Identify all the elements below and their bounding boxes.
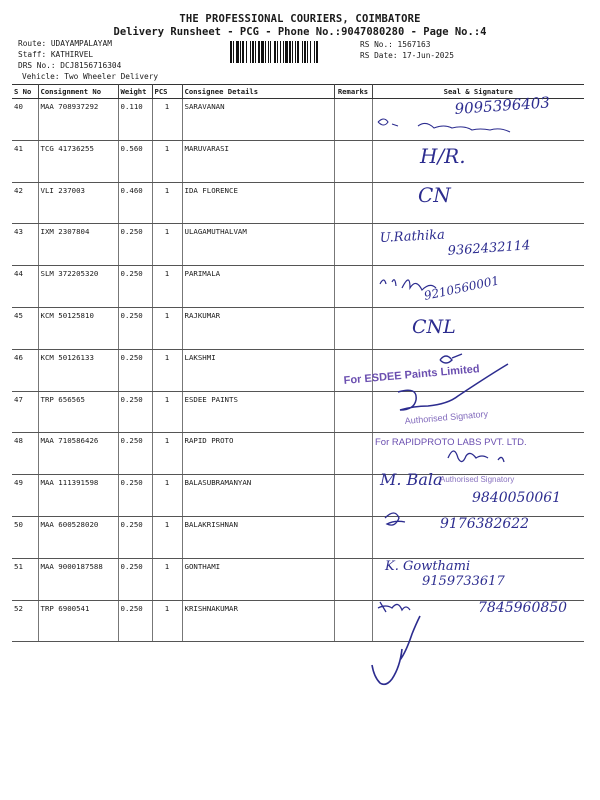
- cell-consignee: LAKSHMI: [182, 349, 334, 391]
- cell-pcs: 1: [152, 475, 182, 517]
- cell-weight: 0.250: [118, 558, 152, 600]
- barcode-bar: [265, 41, 266, 63]
- table-row: [12, 140, 584, 182]
- barcode-bar: [304, 41, 306, 63]
- cell-remarks: [334, 516, 372, 558]
- cell-consignment-no: IXM 2307804: [38, 224, 118, 266]
- cell-sno: 42: [12, 182, 38, 224]
- barcode-bar: [252, 41, 254, 63]
- staff-label: Staff: KATHIRVEL: [18, 50, 94, 59]
- cell-signature: [372, 558, 584, 600]
- cell-signature: [372, 391, 584, 433]
- phone-row-51: 9159733617: [422, 574, 505, 589]
- cell-remarks: [334, 99, 372, 141]
- cell-weight: 0.250: [118, 391, 152, 433]
- sheet-title: Delivery Runsheet - PCG - Phone No.:9047080280 - Page No.:4: [113, 26, 487, 38]
- runsheet-table: [12, 84, 584, 642]
- cell-pcs: 1: [152, 307, 182, 349]
- cell-sno: 43: [12, 224, 38, 266]
- cell-consignment-no: VLI 237003: [38, 182, 118, 224]
- cell-weight: 0.250: [118, 475, 152, 517]
- cell-consignee: RAJKUMAR: [182, 307, 334, 349]
- cell-remarks: [334, 391, 372, 433]
- cell-pcs: 1: [152, 224, 182, 266]
- cell-consignee: BALAKRISHNAN: [182, 516, 334, 558]
- barcode-bar: [307, 41, 308, 63]
- cell-sno: 51: [12, 558, 38, 600]
- cell-pcs: 1: [152, 99, 182, 141]
- cell-weight: 0.250: [118, 224, 152, 266]
- cell-consignment-no: KCM 50125810: [38, 307, 118, 349]
- table-row: [12, 475, 584, 517]
- cell-remarks: [334, 600, 372, 642]
- table-row: [12, 558, 584, 600]
- cell-weight: 0.250: [118, 307, 152, 349]
- barcode-bar: [310, 41, 311, 63]
- phone-row-52: 7845960850: [478, 600, 568, 616]
- barcode-bar: [261, 41, 264, 63]
- barcode-bar: [314, 41, 315, 63]
- cell-weight: 0.250: [118, 433, 152, 475]
- cell-consignment-no: TRP 656565: [38, 391, 118, 433]
- barcode-bar: [230, 41, 232, 63]
- table-row: [12, 349, 584, 391]
- rapid-authorised: Authorised Signatory: [440, 475, 515, 484]
- cell-consignee: RAPID PROTO: [182, 433, 334, 475]
- cell-consignee: IDA FLORENCE: [182, 182, 334, 224]
- cell-pcs: 1: [152, 433, 182, 475]
- cell-sno: 47: [12, 391, 38, 433]
- cell-consignee: PARIMALA: [182, 266, 334, 308]
- esdee-authorised: Authorised Signatory: [404, 408, 489, 426]
- cell-weight: 0.250: [118, 600, 152, 642]
- phone-row-43: 9362432114: [447, 238, 531, 259]
- cell-consignment-no: KCM 50126133: [38, 349, 118, 391]
- cell-sno: 44: [12, 266, 38, 308]
- cell-sno: 50: [12, 516, 38, 558]
- drs-label: DRS No.: DCJ8156716304: [18, 61, 122, 70]
- cell-signature: [372, 307, 584, 349]
- cell-pcs: 1: [152, 349, 182, 391]
- cell-sno: 40: [12, 99, 38, 141]
- barcode-bar: [236, 41, 239, 63]
- table-row: [12, 600, 584, 642]
- route-label: Route: UDAYAMPALAYAM: [18, 39, 112, 48]
- cell-remarks: [334, 433, 372, 475]
- cell-consignee: SARAVANAN: [182, 99, 334, 141]
- cell-weight: 0.110: [118, 99, 152, 141]
- cell-sno: 52: [12, 600, 38, 642]
- barcode-bar: [258, 41, 260, 63]
- barcode-bar: [302, 41, 303, 63]
- barcode-bar: [242, 41, 244, 63]
- cell-signature: [372, 266, 584, 308]
- esdee-stamp-text: For ESDEE Paints Limited: [343, 363, 481, 387]
- cell-consignee: MARUVARASI: [182, 140, 334, 182]
- cn-row-42: CN: [418, 183, 451, 207]
- cell-consignee: KRISHNAKUMAR: [182, 600, 334, 642]
- barcode-bar: [240, 41, 241, 63]
- sig-row-49: M. Bala: [380, 470, 443, 489]
- phone-row-44: 9210560001: [422, 273, 501, 303]
- name-row-43: U.Rathika: [379, 227, 446, 246]
- cell-pcs: 1: [152, 558, 182, 600]
- barcode-bar: [250, 41, 251, 63]
- cell-signature: [372, 433, 584, 475]
- rs-date: RS Date: 17-Jun-2025: [360, 51, 454, 60]
- barcode-bar: [277, 41, 278, 63]
- cell-consignee: BALASUBRAMANYAN: [182, 475, 334, 517]
- cell-consignee: ULAGAMUTHALVAM: [182, 224, 334, 266]
- barcode-bar: [316, 41, 318, 63]
- cell-consignment-no: MAA 600528020: [38, 516, 118, 558]
- cell-weight: 0.250: [118, 266, 152, 308]
- cell-remarks: [334, 349, 372, 391]
- cell-pcs: 1: [152, 516, 182, 558]
- cell-signature: [372, 224, 584, 266]
- cell-sno: 48: [12, 433, 38, 475]
- cell-signature: [372, 99, 584, 141]
- cell-consignment-no: SLM 372205320: [38, 266, 118, 308]
- cell-consignment-no: MAA 708937292: [38, 99, 118, 141]
- name-row-51: K. Gowthami: [385, 559, 471, 574]
- barcode-bar: [283, 41, 284, 63]
- cell-sno: 41: [12, 140, 38, 182]
- table-header-row: [12, 85, 584, 99]
- barcode-bar: [280, 41, 281, 63]
- cell-remarks: [334, 182, 372, 224]
- company-title: THE PROFESSIONAL COURIERS, COIMBATORE: [179, 13, 421, 25]
- barcode: [230, 41, 350, 63]
- col-header-pcs: PCS: [152, 85, 182, 99]
- cell-pcs: 1: [152, 266, 182, 308]
- rs-number: RS No.: 1567163: [360, 40, 431, 49]
- barcode-bar: [297, 41, 299, 63]
- barcode-bar: [270, 41, 271, 63]
- cell-sno: 49: [12, 475, 38, 517]
- barcode-bar: [246, 41, 247, 63]
- table-row: [12, 266, 584, 308]
- phone-row-49: 9840050061: [472, 490, 562, 506]
- cell-consignment-no: TRP 6900541: [38, 600, 118, 642]
- col-header-remarks: Remarks: [334, 85, 372, 99]
- cell-signature: [372, 182, 584, 224]
- table-row: [12, 307, 584, 349]
- col-header-consignee: Consignee Details: [182, 85, 334, 99]
- cell-consignment-no: TCG 41736255: [38, 140, 118, 182]
- cell-weight: 0.250: [118, 516, 152, 558]
- cell-sno: 46: [12, 349, 38, 391]
- cell-pcs: 1: [152, 140, 182, 182]
- cell-remarks: [334, 140, 372, 182]
- cell-signature: [372, 600, 584, 642]
- cell-consignment-no: MAA 111391598: [38, 475, 118, 517]
- cell-signature: [372, 140, 584, 182]
- cell-consignee: ESDEE PAINTS: [182, 391, 334, 433]
- vehicle-label: Vehicle: Two Wheeler Delivery: [22, 72, 159, 81]
- barcode-bar: [289, 41, 291, 63]
- barcode-bar: [295, 41, 296, 63]
- phone-row-50: 9176382622: [440, 516, 530, 532]
- col-header-sno: S No: [12, 85, 38, 99]
- cell-signature: [372, 349, 584, 391]
- cell-remarks: [334, 224, 372, 266]
- cell-signature: [372, 516, 584, 558]
- barcode-bar: [292, 41, 293, 63]
- cell-remarks: [334, 558, 372, 600]
- cell-consignee: GONTHAMI: [182, 558, 334, 600]
- col-header-weight: Weight: [118, 85, 152, 99]
- table-row: [12, 433, 584, 475]
- cell-sno: 45: [12, 307, 38, 349]
- barcode-bar: [285, 41, 288, 63]
- table-row: [12, 224, 584, 266]
- barcode-bar: [268, 41, 269, 63]
- cnl-row-45: CNL: [412, 316, 456, 338]
- barcode-bar: [255, 41, 256, 63]
- cell-weight: 0.460: [118, 182, 152, 224]
- cell-remarks: [334, 475, 372, 517]
- cell-remarks: [334, 307, 372, 349]
- cell-pcs: 1: [152, 182, 182, 224]
- barcode-bar: [274, 41, 276, 63]
- col-header-consignment: Consignment No: [38, 85, 118, 99]
- cell-weight: 0.250: [118, 349, 152, 391]
- cell-consignment-no: MAA 9000187588: [38, 558, 118, 600]
- rapid-stamp-text: For RAPIDPROTO LABS PVT. LTD.: [375, 437, 527, 448]
- col-header-signature: Seal & Signature: [372, 85, 584, 99]
- phone-row-40: 9095396403: [454, 93, 551, 118]
- cell-signature: [372, 475, 584, 517]
- table-row: [12, 516, 584, 558]
- cell-remarks: [334, 266, 372, 308]
- cell-pcs: 1: [152, 600, 182, 642]
- table-row: [12, 391, 584, 433]
- cell-consignment-no: MAA 710586426: [38, 433, 118, 475]
- table-row: [12, 99, 584, 141]
- cell-pcs: 1: [152, 391, 182, 433]
- hr-row-41: H/R.: [420, 144, 466, 168]
- cell-weight: 0.560: [118, 140, 152, 182]
- table-row: [12, 182, 584, 224]
- barcode-bar: [233, 41, 234, 63]
